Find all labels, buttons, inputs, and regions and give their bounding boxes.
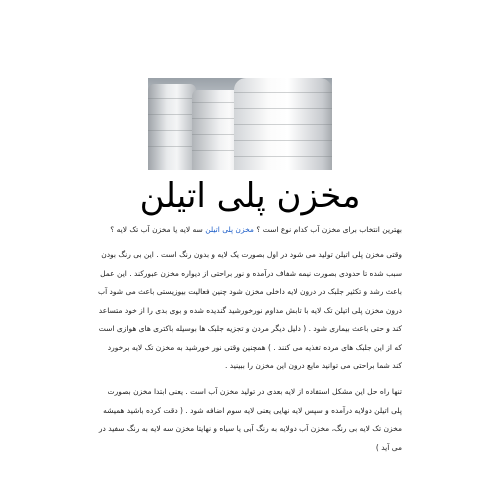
tank-left — [148, 84, 196, 170]
intro-text-after-link: سه لایه یا مخزن آب تک لایه ؟ — [110, 225, 203, 234]
polyethylene-tank-link[interactable]: مخزن پلی اتیلن — [205, 225, 254, 234]
intro-text-before-link: بهترین انتخاب برای مخزن آب کدام نوع است ؟ — [256, 225, 402, 234]
body-paragraph-2 — [98, 383, 402, 457]
body-paragraph-1 — [98, 246, 402, 376]
paragraph-1-text: وقتی مخزن پلی اتیلن تولید می شود در اول بصورت یک لایه و بدون رنگ است . این بی رنگ بودن سبب شده تا حدودی بصورت نیمه شفاف درآمده و نور براحتی از دیواره مخزن عبورکند . این عمل باعث رشد و تکثیر جلبک در درون لایه داخلی مخزن شود چنین فعالیت بیوزیستی باعث می شود آب درون مخزن پلی اتیلن تک لایه با تابش مداوم نورخورشید گندیده شده و بوی بدی را از خود متساعد کند و حتی باعث بیماری شود . ( دلیل دیگر مردن و تجزیه جلبک ها بوسیله باکتری های هوازی است که از این جلبک های مرده تغذیه می کنند . ) همچنین وقتی نور خورشید به مخزن تک لایه برخورد کند شما براحتی می توانید مایع درون این مخزن را ببینید . — [98, 250, 402, 370]
tank-right — [234, 78, 332, 170]
paragraph-2-text: تنها راه حل این مشکل استفاده از لایه بعدی در تولید مخزن آب است . یعنی ابتدا مخزن بصورت پلی اتیلن دولایه درآمده و سپس لایه نهایی یعنی لایه سوم اضافه شود . ( دقت کرده باشید همیشه مخزن تک لایه بی رنگ، مخزن آب دولایه به رنگ آبی یا سیاه و نهایتا مخزن سه لایه به رنگ سفید در می آید ) — [98, 387, 402, 452]
water-tanks-photo — [148, 78, 332, 170]
intro-line — [98, 221, 402, 240]
page-title: مخزن پلی اتیلن — [139, 176, 361, 216]
